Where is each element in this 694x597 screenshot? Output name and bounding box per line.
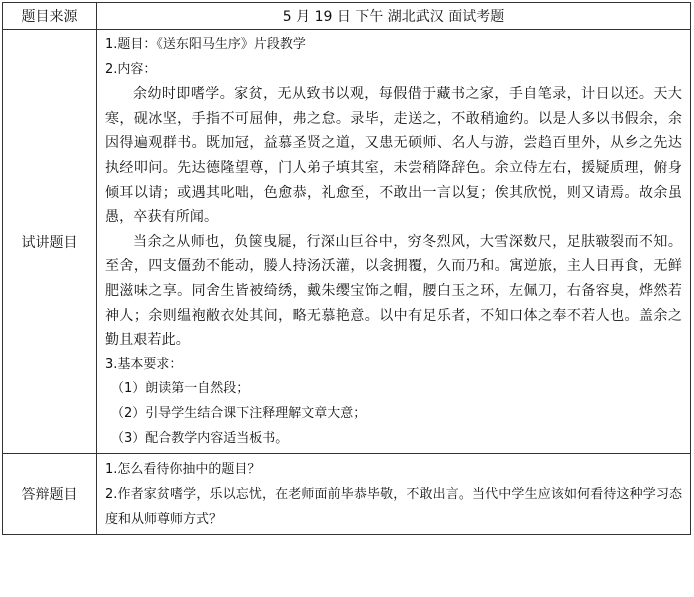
defense-content bbox=[97, 454, 690, 534]
defense-question-2: 2.作者家贫嗜学，乐以忘忧，在老师面前毕恭毕敬，不敢出言。当代中学生应该如何看待这种学习态度和从师尊师方式？ bbox=[105, 487, 682, 528]
passage-paragraph-1: 余幼时即嗜学。家贫，无从致书以观，每假借于藏书之家，手自笔录，计日以还。天大寒，砚冰坚，手指不可屈伸，弗之怠。录毕，走送之，不敢稍逾约。以是人多以书假余，余因得遍观群书。既加冠，益慕圣贤之道，又患无硕师、名人与游，尝趋百里外，从乡之先达执经叩问。先达德隆望尊，门人弟子填其室，未尝稍降辞色。余立侍左右，援疑质理，俯身倾耳以请；或遇其叱咄，色愈恭，礼愈至，不敢出一言以复；俟其欣悦，则又请焉。故余虽愚，卒获有所闻。 bbox=[105, 86, 682, 226]
lecture-content-heading: 2.内容： bbox=[105, 61, 157, 77]
defense-label: 答辩题目 bbox=[3, 454, 97, 535]
defense-row bbox=[3, 454, 691, 535]
requirement-item: （3）配合教学内容适当板书。 bbox=[111, 430, 289, 446]
defense-question-1: 1.怎么看待你抽中的题目？ bbox=[105, 462, 261, 478]
exam-title: 5 月 19 日 下午 湖北武汉 面试考题 bbox=[97, 3, 691, 30]
passage-paragraph-2: 当余之从师也，负箧曳屣，行深山巨谷中，穷冬烈风，大雪深数尺，足肤皲裂而不知。至舍，四支僵劲不能动，媵人持汤沃灌，以衾拥覆，久而乃和。寓逆旅，主人日再食，无鲜肥滋味之享。同舍生皆被绮绣，戴朱缨宝饰之帽，腰白玉之环，左佩刀，右备容臭，烨然若神人；余则缊袍敝衣处其间，略无慕艳意。以中有足乐者，不知口体之奉不若人也。盖余之勤且艰若此。 bbox=[105, 233, 682, 349]
exam-table bbox=[2, 2, 691, 535]
lecture-content bbox=[97, 30, 690, 453]
header-row bbox=[3, 3, 691, 30]
requirement-item: （1）朗读第一自然段； bbox=[111, 381, 250, 397]
lecture-content-cell bbox=[97, 30, 691, 454]
requirement-item: （2）引导学生结合课下注释理解文章大意； bbox=[111, 405, 367, 421]
lecture-topic: 1.题目：《送东阳马生序》片段教学 bbox=[105, 37, 306, 52]
lecture-label: 试讲题目 bbox=[3, 30, 97, 454]
lecture-row bbox=[3, 30, 691, 454]
source-label: 题目来源 bbox=[3, 3, 97, 30]
defense-content-cell bbox=[97, 454, 691, 535]
requirements-heading: 3.基本要求： bbox=[105, 356, 183, 372]
